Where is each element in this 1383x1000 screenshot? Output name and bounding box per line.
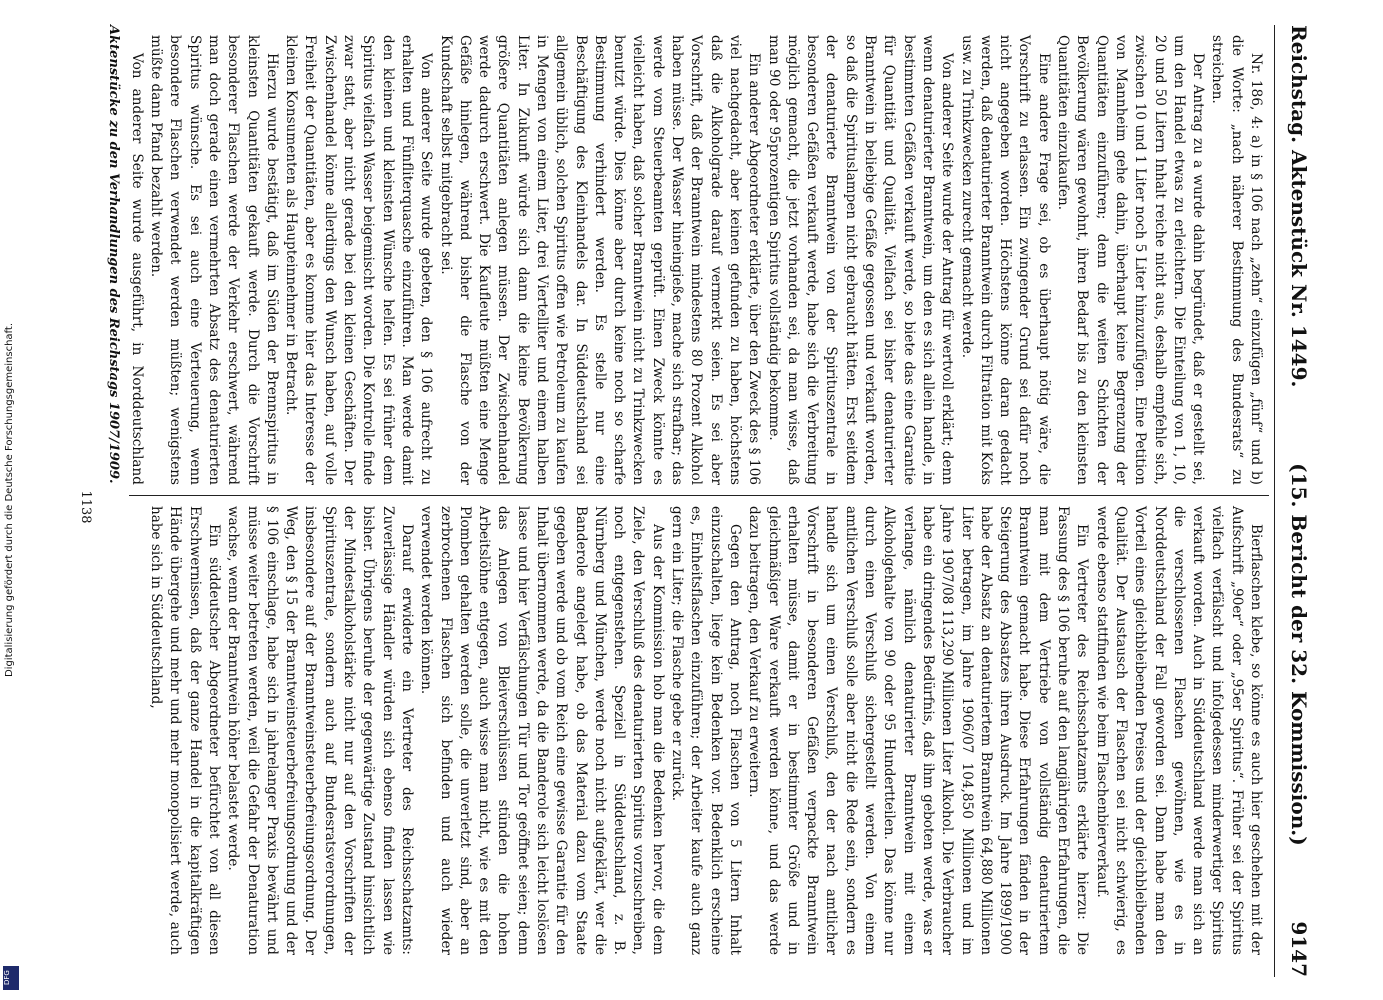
paragraph: Bierflaschen klebe, so könne es auch hier geschehen mit der Aufschrift „90er“ oder „95er Spiritus“. Früher sei der Spiritus vielfach verfälscht und infolgedessen minderwertiger Spiritus verkauft worden. Auch in Süddeutschland werde man sich an die verschlossenen Flaschen gewöhnen, wie es in Norddeutschland der Fall geworden sei. Dann habe man den Vorteil eines gleichbleibenden Preises und der gleichbleibenden Qualität. Der Austausch der Flaschen sei nicht schwierig, es werde ebenso stattfinden wie beim Flaschenbierverkauf. [1093, 506, 1264, 955]
page-header [1274, 25, 1323, 977]
paragraph: Der Antrag zu a wurde dahin begründet, daß er gestellt sei, um den Handel etwas zu erleichtern. Die Einteilung von 1, 10, 20 und 50 Litern Inhalt reiche nicht aus, deshalb empfehle sich, zwischen 10 und 1 Liter noch 5 Liter hinzuzufügen. Eine Petition von Mannheim gehe dahin, überhaupt keine Begrenzung der Quantitäten einzuführen; denn die weiten Schichten der Bevölkerung wären gewohnt, ihren Bedarf bis zu den kleinsten Quantitäten einzukaufen. [1055, 35, 1207, 485]
right-column [129, 495, 1269, 965]
digitization-credit-text: Digitalisierung gefördert durch die Deutsche Forschungsgemeinschaft. [4, 322, 15, 678]
dfg-logo: DFG [3, 966, 19, 990]
left-column [129, 25, 1269, 495]
header-subtitle: (15. Bericht der 32. Kommission.) [1287, 463, 1311, 846]
digitization-credit [0, 0, 20, 1000]
paragraph: Von anderer Seite wurde gebeten, den § 106 aufrecht zu erhalten und Fünfliterquasche einzuführen. Man werde damit den kleinen und kleinsten Wünsche helfen. Es sei früher dem Spiritus vielfach Wasser beigemischt worden. Die Kontrolle finde zwar statt, aber nicht gerade bei den kleinen Geschäften. Der Zwischenhandel könne allerdings den Wunsch haben, auf volle Freiheit der Quantitäten, aber es komme hier das Interesse der kleinen Konsumenten als Haupteinnehmer in Betracht. [283, 35, 435, 485]
footer-source: Aktenstücke zu den Verhandlungen des Reichstags 1907/1909. [106, 25, 121, 484]
document-page [73, 25, 1323, 977]
paragraph: Hierzu wurde bestätigt, daß im Süden der Brennspiritus in kleinsten Quantitäten gekauft werde. Durch die Vorschrift besonderer Flaschen werde der Verkehr erschwert, während man doch gerade einen vermehrten Absatz des denaturierten Spiritus wünsche. Es sei auch eine Verteuerung, wenn besondere Flaschen verwendet werden müßten; wenigstens müßte dann Pfand bezahlt werden. [148, 35, 280, 485]
rotated-page-content [73, 25, 1323, 977]
paragraph: Darauf erwiderte ein Vertreter des Reichsschatzamts: Zuverlässige Händler würden sich ebenso finden lassen wie bisher. Übrigens beruhe der gegenwärtige Zustand hinsichtlich der Mindestalkoholstärke nicht nur auf den Vorschriften der Spirituszentrale, sondern auch auf Bundesratsverordnungen, insbesondere auf der Branntweinsteuerbefreiungsordnung. Der Weg, den § 15 der Branntweinsteuerbefreiungsordnung und der § 106 einschlage, habe sich in jahrelanger Praxis bewährt und müsse weiter betreten werden, weil die Gefahr der Denaturation wachse, wenn der Branntwein höher belastet werde. [225, 506, 415, 955]
paragraph: Nr. 186, 4: a) in § 106 nach „zehn“ einzufügen „fünf“ und b) die Worte: „nach näherer Bestimmung des Bundesrats“ zu streichen. [1209, 35, 1264, 485]
paragraph: Ein anderer Abgeordneter erklärte, über den Zweck des § 106 viel nachgedacht, aber keinen gefunden zu haben, höchstens daß die Alkoholgrade darauf vermerkt seien. Es sei aber Vorschrift, daß der Branntwein mindestens 80 Prozent Alkohol haben müsse. Der Wasser hineingieße, mache sich strafbar; das werde vom Steuerbeamten geprüft. Einen Zweck könnte es vielleicht haben, daß solcher Branntwein nicht zu Trinkzwecken benutzt würde. Dies könne aber durch keine noch so scharfe Bestimmung verhindert werden. Es stelle nur eine Beschäftigung des Kleinhandels dar. In Süddeutschland sei allgemein üblich, solchen Spiritus offen wie Petroleum zu kaufen in Mengen von einem Liter, drei Viertelliter und einem halben Liter. In Zukunft würde sich dann die kleine Bevölkerung größere Quantitäten anlegen müssen. Der Zwischenhandel werde dadurch erschwert. Die Kaufleute müßten eine Menge Gefäße hinlegen, während bisher die Flasche von der Kundschaft selbst mitgebracht sei. [437, 35, 763, 485]
paragraph: Eine andere Frage sei, ob es überhaupt nötig wäre, die Vorschrift zu erlassen. Ein zwingender Grund sei dafür noch nicht angegeben worden. Höchstens könne daran gedacht werden, daß denaturierter Branntwein durch Filtration mit Koks usw. zu Trinkzwecken zurecht gemacht werde. [958, 35, 1052, 485]
header-title: Reichstag. Aktenstück Nr. 1449. [1287, 25, 1311, 388]
page-number: 9147 [1287, 921, 1311, 977]
text-columns [129, 25, 1269, 977]
page-footer [73, 25, 127, 977]
paragraph: Ein Vertreter des Reichsschatzamts erklärte hierzu: Die Fassung des § 106 beruhe auf den langjährigen Erfahrungen, die man mit dem Vertriebe von vollständig denaturiertem Branntwein gemacht habe. Diese Erfahrungen fänden in der Steigerung des Absatzes ihren Ausdruck. Im Jahre 1899/1900 habe der Absatz an denaturiertem Branntwein 64,880 Millionen Liter betragen, im Jahre 1906/07 104,850 Millionen und im Jahre 1907/08 113,290 Millionen Liter Alkohol. Die Verbraucher habe ein dringendes Bedürfnis, daß ihm geboten werde, was er verlange, nämlich denaturierter Branntwein mit einem Alkoholgehalte von 90 oder 95 Hundertteilen. Das könne nur durch einen Verschluß sichergestellt werden. Von einem amtlichen Verschluß solle aber nicht die Rede sein, sondern es handle sich um einen Verschluß, den der nach amtlicher Vorschrift in besonderen Gefäßen verpackte Branntwein erhalten müsse, damit er in bestimmter Größe und in gleichmäßiger Ware verkauft werden könne, und das werde dazu beitragen, den Verkauf zu erweitern. [746, 506, 1091, 955]
paragraph: Gegen den Antrag, noch Flaschen von 5 Litern Inhalt einzuschalten, liege kein Bedenken vor. Bedenklich erscheine es, Einheitsflaschen einzuführen; der Arbeiter kaufe auch ganz gern ein Liter; die Flasche gebe er zurück. [669, 506, 743, 955]
footer-page-number: 1138 [78, 490, 93, 524]
paragraph: Aus der Kommission hob man die Bedenken hervor, die dem Ziele, den Verschluß des denaturierten Spiritus vorzuschreiben, noch entgegenstehen. Speziell in Süddeutschland, z. B. Nürnberg und München, werde noch nicht aufgeklärt, wer die Banderole angelegt habe, ob das Material dazu vom Staate gegeben werde und ob vom Reich eine gewisse Garantie für den Inhalt übernommen werde, da die Banderole sich leicht loslösen lasse und hier Verfälschungen Tür und Tor geöffnet seien; denn das Anlegen von Bleiverschlüssen stünden die hohen Arbeitslöhne entgegen, auch wisse man nicht, wie es mit den Plomben gehalten werden solle, die unverletzt sind, aber an zerbrochenen Flaschen sich befinden und auch wieder verwendet werden können. [418, 506, 666, 955]
paragraph: Von anderer Seite wurde ausgeführt, in Norddeutschland [129, 53, 145, 485]
paragraph: Ein süddeutscher Abgeordneter befürchtet von all diesen Erschwernissen, daß der ganze Handel in die kapitalkräftigen Hände übergehe und mehr und mehr monopolisiert werde, auch habe sich in Süddeutschland, [148, 506, 222, 955]
paragraph: Von anderer Seite wurde der Antrag für wertvoll erklärt; denn wenn denaturierter Branntwein, um den es sich allein handle, in bestimmten Gefäßen verkauft werde, so biete das eine Garantie für Quantität und Qualität. Vielfach sei bisher denaturierter Branntwein in beliebige Gefäße gegossen und verkauft worden, so daß die Spirituslampen nicht gebraucht hätten. Erst seitdem der denaturierte Branntwein von der Spirituszentrale in besonderen Gefäßen verkauft werde, habe sich die Verbreitung möglich gemacht, die jetzt vorhanden sei, da man wisse, daß man 90 oder 95prozentigen Spiritus vollständig bekomme. [765, 35, 956, 485]
